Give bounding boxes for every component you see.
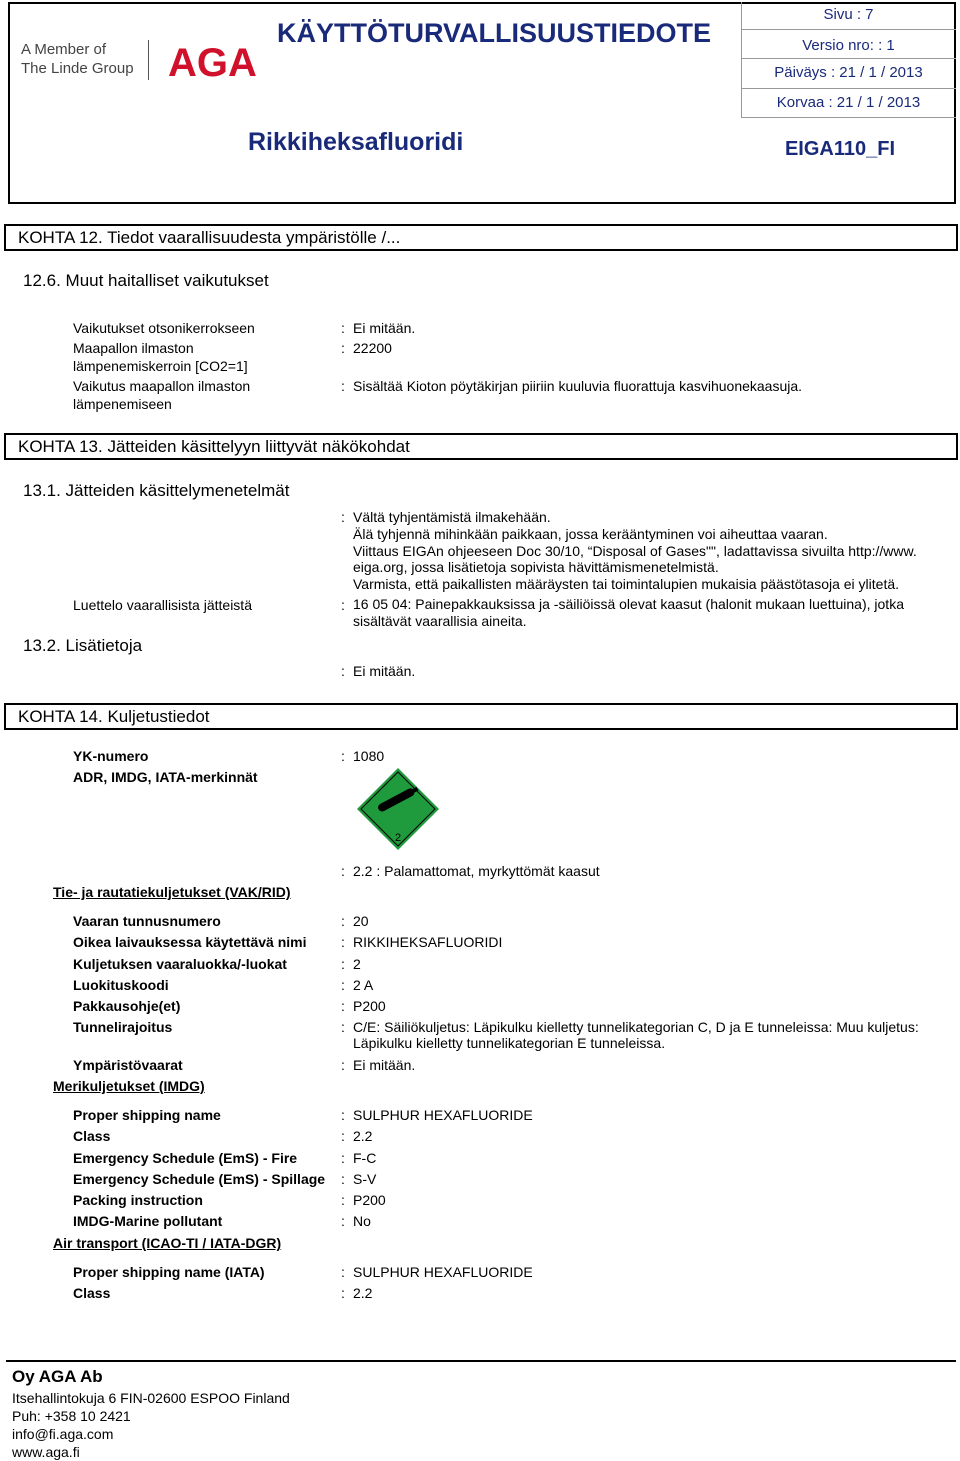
colon: :	[341, 1213, 345, 1229]
colon: :	[341, 378, 345, 394]
marine-pollutant-label: IMDG-Marine pollutant	[73, 1213, 223, 1229]
imdg-class-label: Class	[73, 1128, 111, 1144]
colon: :	[341, 1264, 345, 1280]
iata-shipping-name-label: Proper shipping name (IATA)	[73, 1264, 265, 1280]
section-14-bar: KOHTA 14. Kuljetustiedot	[4, 703, 958, 730]
colon: :	[341, 913, 345, 929]
warming-label: Vaikutus maapallon ilmaston lämpenemiseen	[73, 378, 251, 412]
un-number-value: 1080	[353, 748, 385, 764]
environmental-hazards-value: Ei mitään.	[353, 1057, 416, 1073]
section-12-bar: KOHTA 12. Tiedot vaarallisuudesta ympäristölle /...	[4, 224, 958, 251]
linde-group-text	[21, 40, 134, 78]
colon: :	[341, 1107, 345, 1123]
colon: :	[341, 1019, 345, 1035]
aga-logo	[168, 38, 257, 85]
sea-transport-heading: Merikuljetukset (IMDG)	[53, 1078, 205, 1094]
colon: :	[341, 340, 345, 356]
issue-date: Päiväys : 21 / 1 / 2013	[774, 64, 923, 81]
hazard-class-value: 2	[353, 956, 361, 972]
replaces-date: Korvaa : 21 / 1 / 2013	[776, 94, 921, 111]
ozone-label: Vaikutukset otsonikerrokseen	[73, 320, 255, 336]
subsection-13-2: 13.2. Lisätietoja	[23, 636, 143, 655]
imdg-shipping-name-value: SULPHUR HEXAFLUORIDE	[353, 1107, 533, 1123]
packing-instructions-value: P200	[353, 998, 386, 1014]
meta-rule	[741, 58, 956, 59]
extra-info-value: Ei mitään.	[353, 663, 416, 679]
iata-class-label: Class	[73, 1285, 111, 1301]
packing-instructions-label: Pakkausohje(et)	[73, 998, 181, 1014]
colon: :	[341, 1057, 345, 1073]
tunnel-restriction-value-2: Läpikulku kielletty tunnelikategorian E tunneleissa.	[353, 1035, 666, 1051]
transport-marks-label: ADR, IMDG, IATA-merkinnät	[73, 769, 258, 785]
hazard-class-label: Kuljetuksen vaaraluokka/-luokat	[73, 956, 287, 972]
footer-company: Oy AGA Ab	[12, 1367, 103, 1386]
tunnel-restriction-value-1: C/E: Säiliökuljetus: Läpikulku kielletty tunnelikategorian C, D ja E tunneleissa: Muu kuljetus:	[353, 1019, 919, 1035]
colon: :	[341, 597, 345, 613]
environmental-hazards-label: Ympäristövaarat	[73, 1057, 183, 1073]
colon: :	[341, 748, 345, 764]
classification-code-label: Luokituskoodi	[73, 977, 169, 993]
disposal-line-3: Viittaus EIGAn ohjeeseen Doc 30/10, “Disposal of Gases"", ladattavissa sivuilta http://www.	[353, 543, 917, 559]
waste-list-value-2: sisältävät vaarallisia aineita.	[353, 613, 527, 629]
page-number: Sivu : 7	[823, 6, 874, 23]
meta-rule	[741, 88, 956, 89]
gwp-value: 22200	[353, 340, 392, 356]
meta-rule	[741, 117, 956, 118]
aga-logo-text: AGA	[168, 41, 257, 85]
subsection-13-1: 13.1. Jätteiden käsittelymenetelmät	[23, 481, 290, 500]
colon: :	[341, 1192, 345, 1208]
logo-line-1: A Member of	[21, 41, 107, 58]
air-transport-heading: Air transport (ICAO-TI / IATA-DGR)	[53, 1235, 282, 1251]
tunnel-restriction-label: Tunnelirajoitus	[73, 1019, 173, 1035]
waste-list-value-1: 16 05 04: Painepakkauksissa ja -säiliöissä olevat kaasut (halonit mukaan luettuina), jotka	[353, 596, 904, 612]
imdg-packing-label: Packing instruction	[73, 1192, 203, 1208]
hazard-id-label: Vaaran tunnusnumero	[73, 913, 221, 929]
footer-phone: Puh: +358 10 2421	[12, 1408, 131, 1424]
colon: :	[341, 956, 345, 972]
road-rail-heading: Tie- ja rautatiekuljetukset (VAK/RID)	[53, 884, 291, 900]
footer-website: www.aga.fi	[12, 1444, 80, 1460]
logo-line-2: The Linde Group	[21, 60, 134, 77]
iata-shipping-name-value: SULPHUR HEXAFLUORIDE	[353, 1264, 533, 1280]
warming-value: Sisältää Kioton pöytäkirjan piiriin kuuluvia fluorattuja kasvihuonekaasuja.	[353, 378, 803, 394]
disposal-line-4: eiga.org, jossa lisätietoja sopivista hävittämismenetelmistä.	[353, 559, 719, 575]
ems-spillage-value: S-V	[353, 1171, 377, 1187]
classification-code-value: 2 A	[353, 977, 374, 993]
disposal-line-1: Vältä tyhjentämistä ilmakehään.	[353, 509, 551, 525]
ozone-value: Ei mitään.	[353, 320, 416, 336]
subsection-12-6: 12.6. Muut haitalliset vaikutukset	[23, 271, 269, 290]
logo-divider	[148, 40, 149, 80]
document-title: KÄYTTÖTURVALLISUUSTIEDOTE	[277, 18, 712, 48]
colon: :	[341, 1128, 345, 1144]
colon: :	[341, 934, 345, 950]
document-code: EIGA110_FI	[784, 138, 896, 160]
footer-rule	[6, 1360, 956, 1362]
disposal-line-5: Varmista, että paikallisten määräysten tai toimintalupien mukaisia päästötasoja ei ylitetä.	[353, 576, 900, 592]
ems-spillage-label: Emergency Schedule (EmS) - Spillage	[73, 1171, 326, 1187]
colon: :	[341, 320, 345, 336]
meta-rule	[741, 29, 956, 30]
ems-fire-label: Emergency Schedule (EmS) - Fire	[73, 1150, 298, 1166]
colon: :	[341, 998, 345, 1014]
shipping-name-label: Oikea laivauksessa käytettävä nimi	[73, 934, 307, 950]
colon: :	[341, 1171, 345, 1187]
colon: :	[341, 1150, 345, 1166]
product-name: Rikkiheksafluoridi	[248, 128, 464, 156]
colon: :	[341, 863, 345, 879]
ems-fire-value: F-C	[353, 1150, 377, 1166]
shipping-name-value: RIKKIHEKSAFLUORIDI	[353, 934, 503, 950]
colon: :	[341, 509, 345, 525]
waste-list-label: Luettelo vaarallisista jätteistä	[73, 597, 252, 613]
colon: :	[341, 663, 345, 679]
section-13-bar: KOHTA 13. Jätteiden käsittelyyn liittyvät näkökohdat	[4, 433, 958, 460]
version-number: Versio nro: : 1	[802, 37, 895, 54]
iata-class-value: 2.2	[353, 1285, 373, 1301]
non-flammable-gas-diamond-icon	[356, 767, 440, 851]
class-description: 2.2 : Palamattomat, myrkyttömät kaasut	[353, 863, 600, 879]
imdg-shipping-name-label: Proper shipping name	[73, 1107, 221, 1123]
marine-pollutant-value: No	[353, 1213, 371, 1229]
diamond-class-number: 2	[394, 832, 402, 844]
footer-email: info@fi.aga.com	[12, 1426, 114, 1442]
colon: :	[341, 977, 345, 993]
colon: :	[341, 1285, 345, 1301]
hazard-id-value: 20	[353, 913, 369, 929]
disposal-line-2: Älä tyhjennä mihinkään paikkaan, jossa kerääntyminen voi aiheuttaa vaaran.	[353, 526, 828, 542]
gwp-label: Maapallon ilmaston lämpenemiskerroin [CO2=1]	[73, 340, 248, 374]
footer-address: Itsehallintokuja 6 FIN-02600 ESPOO Finland	[12, 1390, 290, 1406]
un-number-label: YK-numero	[73, 748, 149, 764]
imdg-packing-value: P200	[353, 1192, 386, 1208]
imdg-class-value: 2.2	[353, 1128, 373, 1144]
